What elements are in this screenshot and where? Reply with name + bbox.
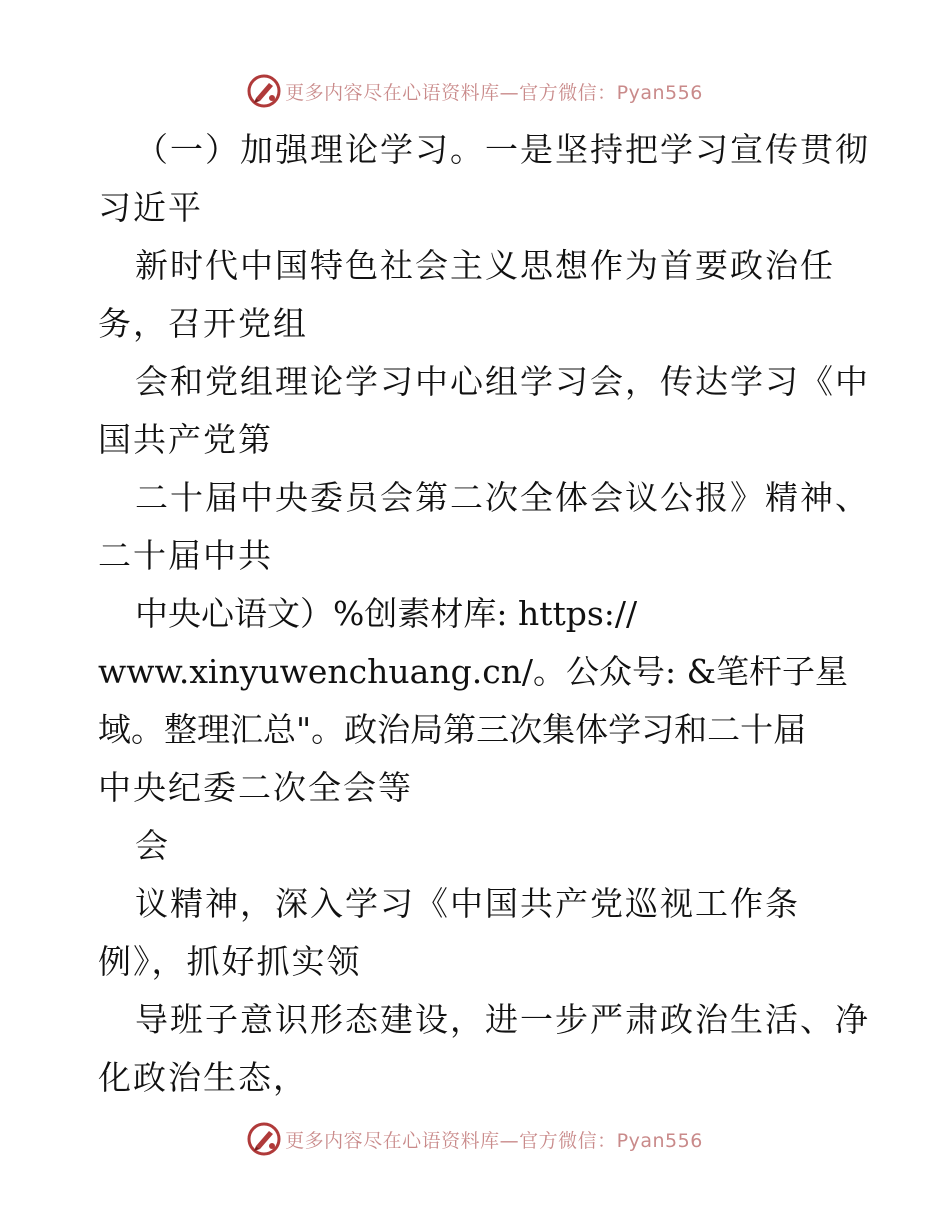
text-line: www.xinyuwenchuang.cn/。公众号: &笔杆子星 bbox=[98, 652, 849, 691]
text-line: 二十届中共 bbox=[98, 536, 273, 575]
text-line: 会和党组理论学习中心组学习会，传达学习《中 bbox=[135, 362, 870, 401]
header-watermark bbox=[0, 71, 950, 111]
text-line: 中央心语文）%创素材库: https:// bbox=[135, 594, 638, 633]
text-line: 化政治生态， bbox=[98, 1058, 308, 1097]
text-line: 域。整理汇总"。政治局第三次集体学习和二十届 bbox=[98, 710, 807, 749]
text-line: 新时代中国特色社会主义思想作为首要政治任 bbox=[135, 246, 835, 285]
watermark-text: 更多内容尽在心语资料库—官方微信：Pyan556 bbox=[285, 81, 703, 104]
pen-logo-icon bbox=[247, 74, 281, 108]
text-line: 会 bbox=[135, 826, 168, 865]
text-line: 二十届中央委员会第二次全体会议公报》精神、 bbox=[135, 478, 870, 517]
text-line: （一）加强理论学习。一是坚持把学习宣传贯彻 bbox=[135, 130, 870, 169]
text-line: 国共产党第 bbox=[98, 420, 273, 459]
footer-watermark bbox=[0, 1119, 950, 1159]
text-line: 议精神，深入学习《中国共产党巡视工作条 bbox=[135, 884, 800, 923]
document-paragraph bbox=[98, 121, 878, 1107]
text-line: 中央纪委二次全会等 bbox=[98, 768, 413, 807]
text-line: 习近平 bbox=[98, 188, 203, 227]
text-line: 导班子意识形态建设，进一步严肃政治生活、净 bbox=[135, 1000, 870, 1039]
watermark-text: 更多内容尽在心语资料库—官方微信：Pyan556 bbox=[285, 1129, 703, 1152]
text-line: 例》，抓好抓实领 bbox=[98, 942, 362, 981]
text-line: 务，召开党组 bbox=[98, 304, 308, 343]
pen-logo-icon bbox=[247, 1122, 281, 1156]
